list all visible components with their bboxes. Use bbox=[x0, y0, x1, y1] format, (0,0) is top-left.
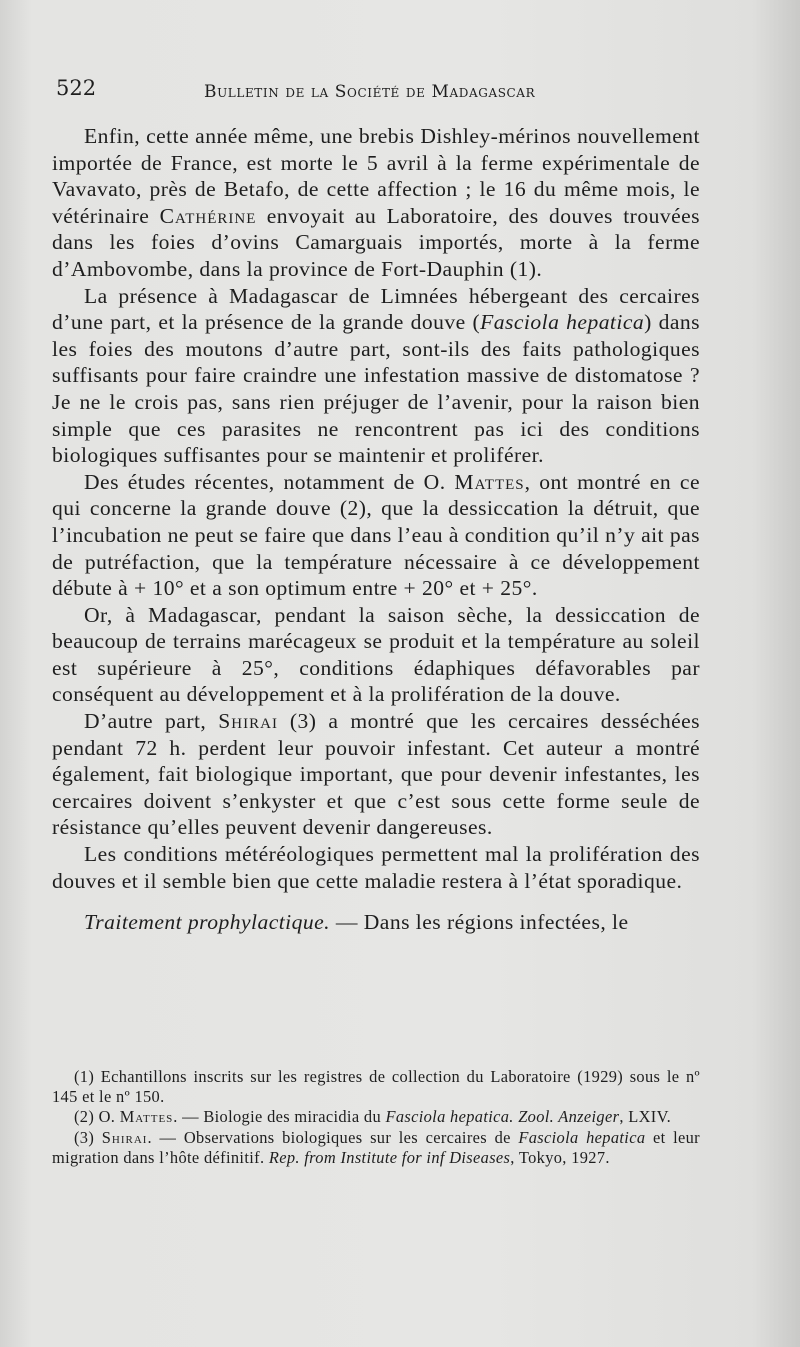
author-name: Shirai bbox=[101, 1127, 148, 1147]
running-head: Bulletin de la Société de Madagascar bbox=[204, 82, 536, 102]
author-name: Mattes bbox=[119, 1107, 174, 1127]
paragraph-7: Traitement prophylactique. — Dans les régions infectées, le bbox=[84, 910, 629, 935]
paragraph-4: Or, à Madagascar, pendant la saison sèche, la dessiccation de beaucoup de terrains marécageux se produit et la température au soleil est supérieure à 25°, conditions édaphiques défavorables par conséquent au développement et à la prolifération de la douve. bbox=[52, 602, 700, 707]
author-name: Mattes bbox=[454, 469, 525, 494]
citation-title: Rep. from Institute for inf Diseases bbox=[268, 1147, 511, 1167]
paragraph-1: Enfin, cette année même, une brebis Dishley-mérinos nouvellement importée de France, est morte le 5 avril à la ferme expérimentale de Vavavato, près de Betafo, de cette affection ; le 16 du même mois, le vétérinaire Cathérine envoyait au Laboratoire, des douves trouvées dans les foies d’ovins Camarguais importés, morte à la ferme d’Ambovombe, dans la province de Fort-Dauphin (1). bbox=[52, 124, 700, 281]
paragraph-5: D’autre part, Shirai (3) a montré que les cercaires desséchées pendant 72 h. perdent leur pouvoir infestant. Cet auteur a montré également, fait biologique important, que pour devenir infestantes, les cercaires doivent s’enkyster et que c’est sous cette forme seule de résistance qu’elles peuvent devenir dangereuses. bbox=[52, 709, 701, 840]
body-text bbox=[52, 123, 700, 936]
species-name: Fasciola hepatica bbox=[480, 310, 645, 335]
author-name: Cathérine bbox=[159, 203, 257, 228]
species-name: Fasciola hepatica bbox=[518, 1127, 646, 1147]
paragraph-3: Des études récentes, notamment de O. Mattes, ont montré en ce qui concerne la grande douve (2), que la dessiccation la détruit, que l’incubation ne peut se faire que dans l’eau à condition qu’il n’y ait pas de putréfaction, que la température nécessaire à ce développement débute à + 10° et a son optimum entre + 20° et + 25°. bbox=[52, 469, 700, 601]
footnotes bbox=[52, 1067, 700, 1168]
footnote-3: (3) Shirai. — Observations biologiques sur les cercaires de Fasciola hepatica et leur migration dans l’hôte définitif. Rep. from Institute for inf Diseases, Tokyo, 1927. bbox=[52, 1127, 700, 1167]
footnote-2: (2) O. Mattes. — Biologie des miracidia du Fasciola hepatica. Zool. Anzeiger, LXIV. bbox=[74, 1107, 672, 1127]
paragraph-6: Les conditions météréologiques permettent mal la prolifération des douves et il semble bien que cette maladie restera à l’état sporadique. bbox=[52, 842, 700, 893]
page-number: 522 bbox=[56, 76, 97, 100]
citation-title: Fasciola hepatica. Zool. Anzeiger bbox=[385, 1107, 620, 1127]
footnote-1: (1) Echantillons inscrits sur les registres de collection du Laboratoire (1929) sous le nº 145 et le nº 150. bbox=[52, 1067, 700, 1107]
section-heading: Traitement prophylactique. bbox=[84, 910, 331, 935]
paragraph-2: La présence à Madagascar de Limnées hébergeant des cercaires d’une part, et la présence de la grande douve (Fasciola hepatica) dans les foies des moutons d’autre part, sont-ils des faits pathologiques suffisants pour faire craindre une infestation massive de distomatose ? Je ne le crois pas, sans rien préjuger de l’avenir, pour la raison bien simple que ces parasites ne rencontrent pas ici des conditions biologiques suffisantes pour se maintenir et proliférer. bbox=[52, 283, 700, 468]
author-name: Shirai bbox=[218, 709, 278, 734]
